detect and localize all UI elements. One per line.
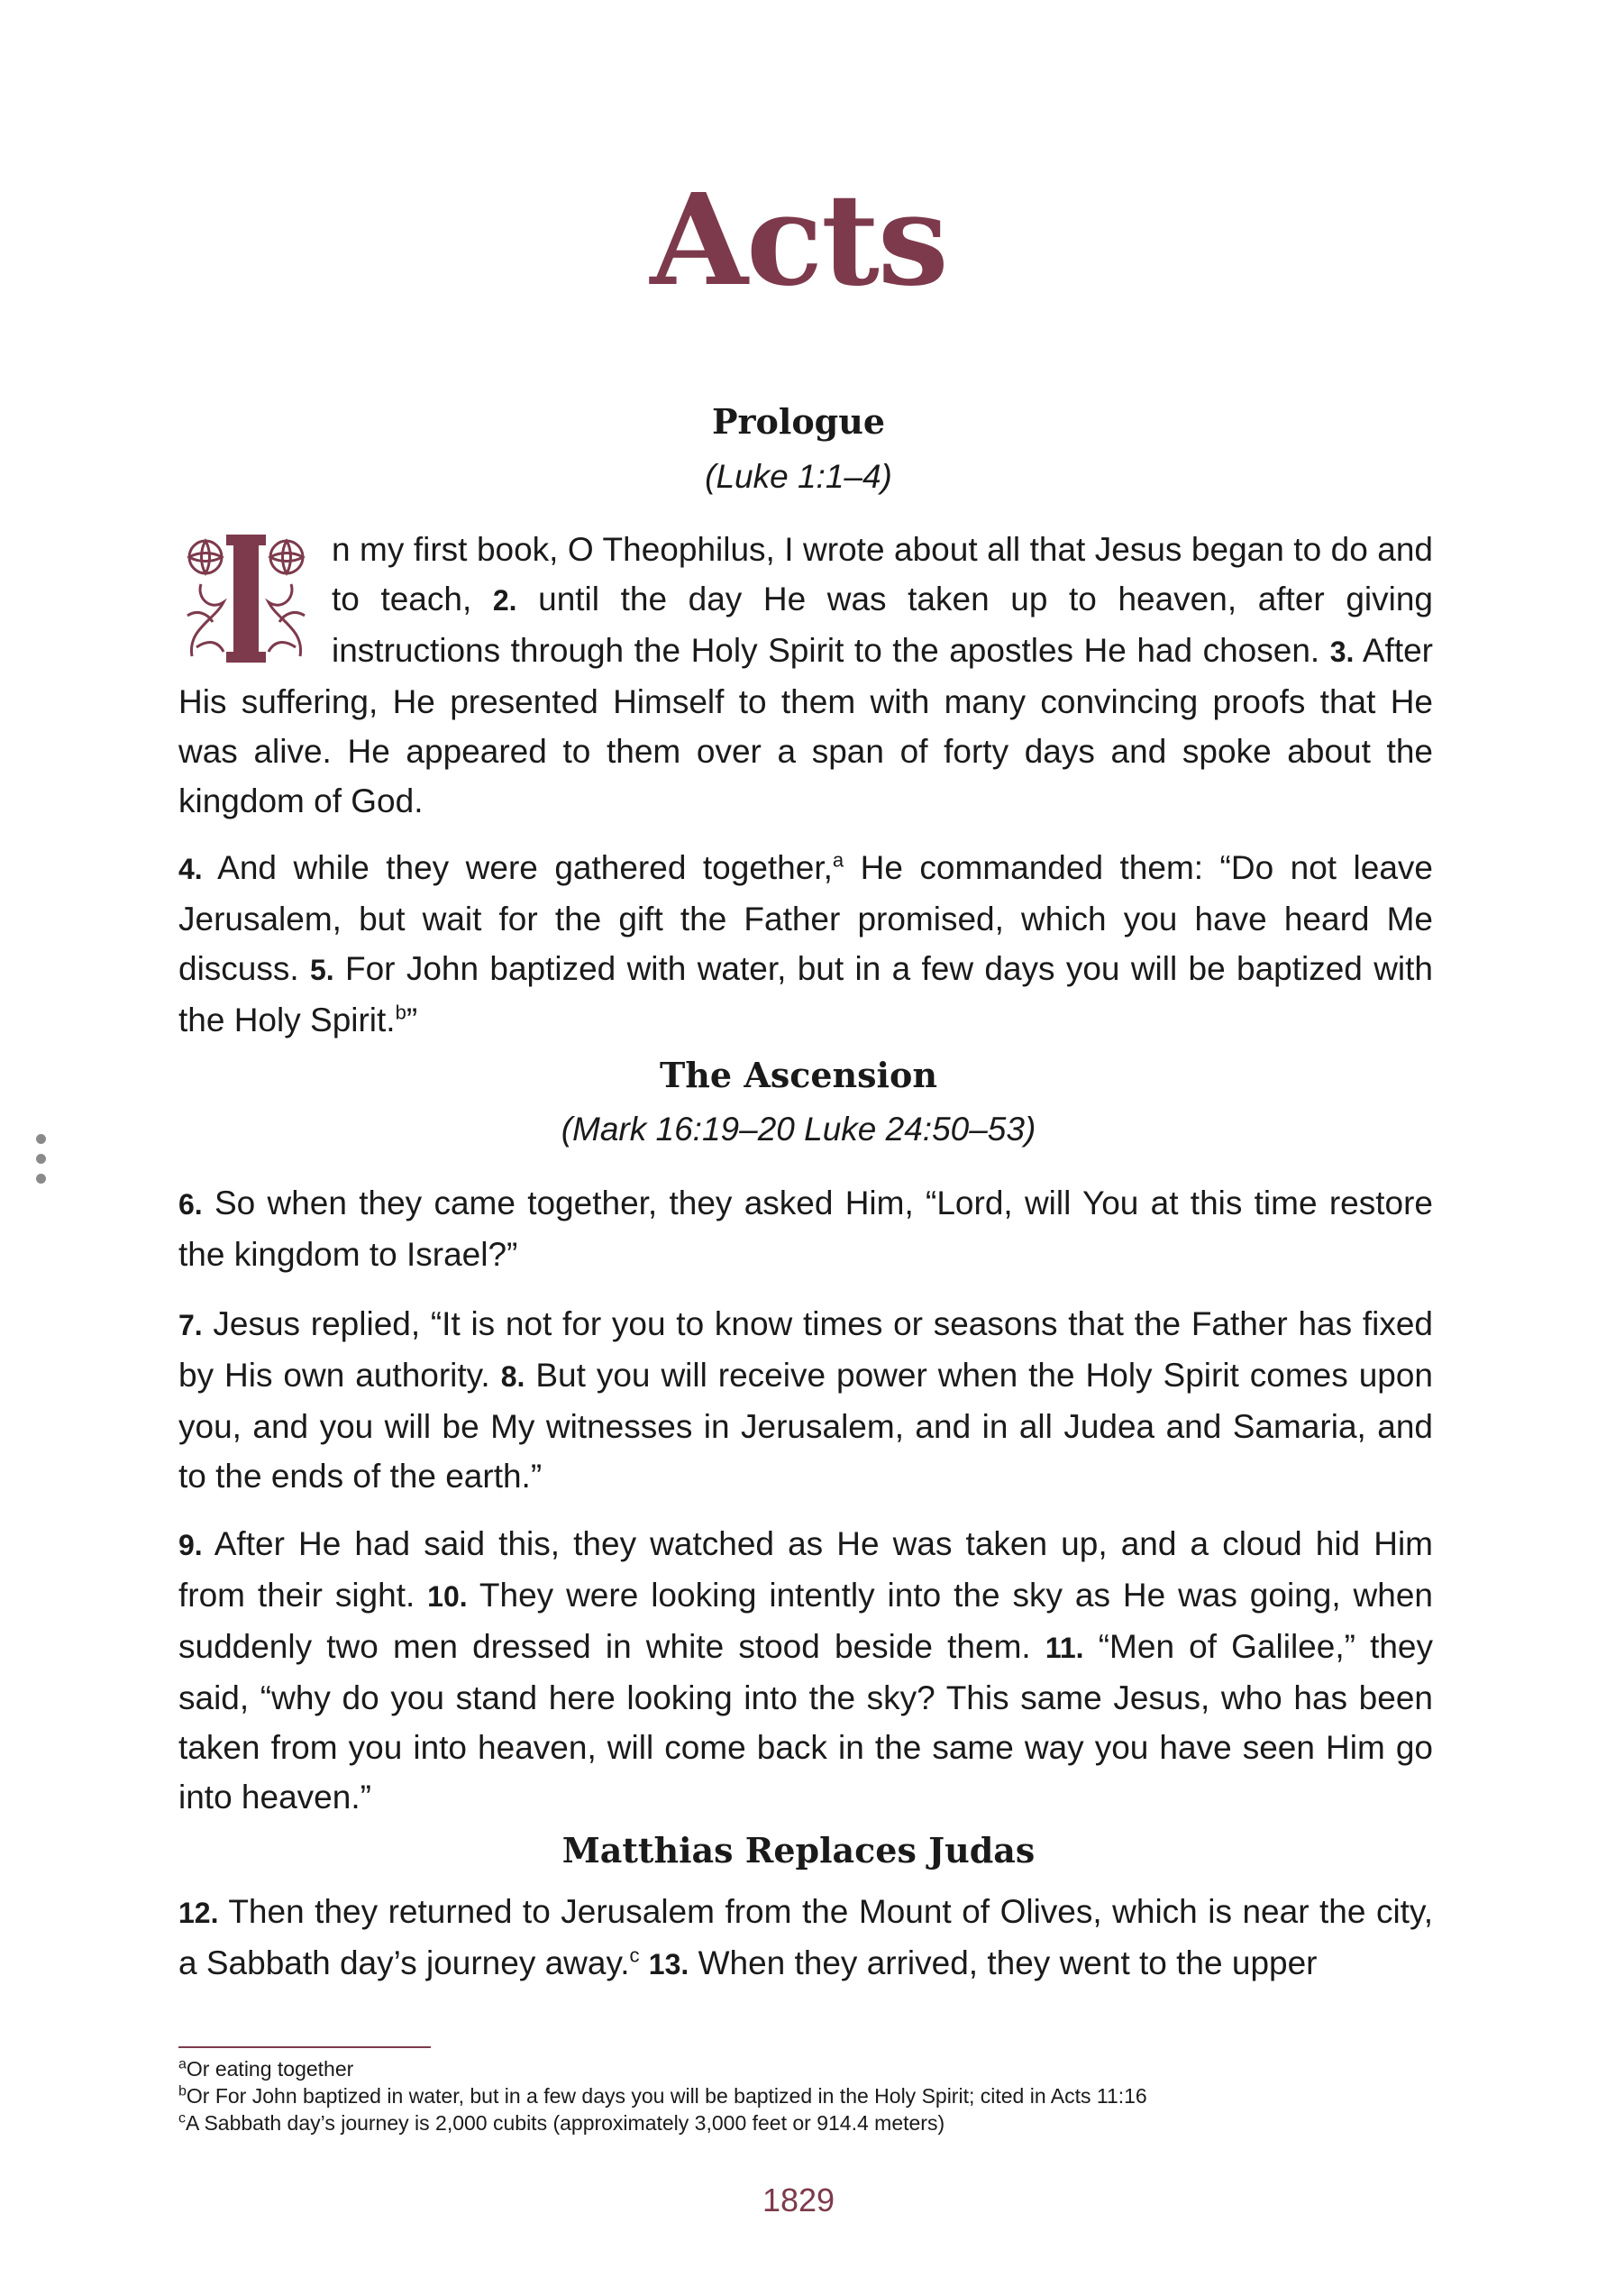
ornamental-dropcap-icon <box>178 530 314 665</box>
footnote-text: A Sabbath day’s journey is 2,000 cubits (approximately 3,000 feet or 914.4 meters) <box>186 2111 945 2135</box>
paragraph-5 <box>178 1519 1433 1822</box>
footnote-mark: c <box>178 2110 186 2127</box>
footnote-b <box>178 2082 1433 2109</box>
footnote-a <box>178 2055 1433 2082</box>
closing-quote: ” <box>406 1002 418 1038</box>
footnote-mark: a <box>178 2056 187 2072</box>
verse-10-text: They were looking intently into the sky as He was going, when suddenly two men dressed in white stood beside them. <box>178 1577 1433 1665</box>
verse-11-text: “Men of Galilee,” they said, “why do you stand here looking into the sky? This same Jesus, who has been taken from you into heaven, will come back in the same way you have seen Him go into heaven.” <box>178 1628 1434 1816</box>
paragraph-2 <box>178 843 1433 1045</box>
verse-number: 12. <box>178 1897 219 1929</box>
verse-7-text: Jesus replied, “It is not for you to know times or seasons that the Father has fixed by His own authority. <box>178 1305 1433 1394</box>
verse-5-text: For John baptized with water, but in a few days you will be baptized with the Holy Spirit. <box>178 950 1434 1038</box>
dot <box>36 1174 46 1184</box>
verse-4b-text: He commanded them: “Do not leave Jerusalem, but wait for the gift the Father promised, which you have heard Me discuss. <box>178 849 1433 987</box>
footnote-c <box>178 2109 1433 2136</box>
footnote-divider <box>178 2046 431 2048</box>
paragraph-6 <box>178 1887 1433 1990</box>
verse-1-text: n my first book, O Theophilus, I wrote about all that Jesus began to do and to teach, <box>332 531 1433 617</box>
section-reference-ascension: (Mark 16:19–20 Luke 24:50–53) <box>561 1111 1036 1148</box>
section-reference-prologue: (Luke 1:1–4) <box>705 458 892 495</box>
verse-13-text: When they arrived, they went to the upper <box>698 1944 1318 1981</box>
verse-number: 11. <box>1045 1632 1084 1664</box>
verse-12-text: Then they returned to Jerusalem from the Mount of Olives, which is near the city, a Sabbath day’s journey away. <box>178 1893 1433 1981</box>
footnotes <box>178 2055 1433 2136</box>
footnote-text: Or eating together <box>186 2057 354 2081</box>
verse-number: 10. <box>427 1580 468 1613</box>
footnote-text: Or For John baptized in water, but in a few days you will be baptized in the Holy Spirit; cited in Acts 11:16 <box>186 2084 1147 2108</box>
verse-3-text: After His suffering, He presented Himself to them with many convincing proofs that He was alive. He appeared to them over a span of forty days and spoke about the kingdom of God. <box>178 632 1433 819</box>
book-title: Acts <box>650 167 947 315</box>
verse-number: 8. <box>500 1360 525 1393</box>
verse-number: 2. <box>492 584 517 617</box>
page-number: 1829 <box>762 2182 835 2218</box>
footnote-ref-c[interactable]: c <box>629 1944 640 1967</box>
paragraph-4 <box>178 1299 1433 1501</box>
paragraph-1 <box>178 525 1433 826</box>
footnote-mark: b <box>178 2083 187 2099</box>
section-heading-matthias: Matthias Replaces Judas <box>561 1830 1036 1871</box>
section-heading-ascension: The Ascension <box>660 1055 937 1095</box>
verse-6-text: So when they came together, they asked Him, “Lord, will You at this time restore the kingdom to Israel?” <box>178 1185 1433 1273</box>
verse-2-text: until the day He was taken up to heaven, after giving instructions through the Holy Spirit to the apostles He had chosen. <box>332 581 1434 669</box>
verse-number: 3. <box>1329 636 1355 668</box>
footnote-ref-b[interactable]: b <box>395 1001 406 1024</box>
verse-number: 13. <box>648 1948 689 1980</box>
dot <box>36 1154 46 1164</box>
footnote-ref-a[interactable]: a <box>832 848 844 872</box>
verse-4a-text: And while they were gathered together, <box>217 849 833 886</box>
verse-9-text: After He had said this, they watched as He was taken up, and a cloud hid Him from their sight. <box>178 1525 1433 1614</box>
verse-8-text: But you will receive power when the Holy Spirit comes upon you, and you will be My witnesses in Jerusalem, and in all Judea and Samaria, and to the ends of the earth.” <box>178 1357 1434 1495</box>
paragraph-3 <box>178 1178 1433 1279</box>
verse-number: 6. <box>178 1188 203 1221</box>
verse-number: 9. <box>178 1529 203 1561</box>
verse-number: 7. <box>178 1309 203 1341</box>
verse-number: 5. <box>309 954 334 986</box>
verse-number: 4. <box>178 853 203 885</box>
section-heading-prologue: Prologue <box>711 401 886 442</box>
